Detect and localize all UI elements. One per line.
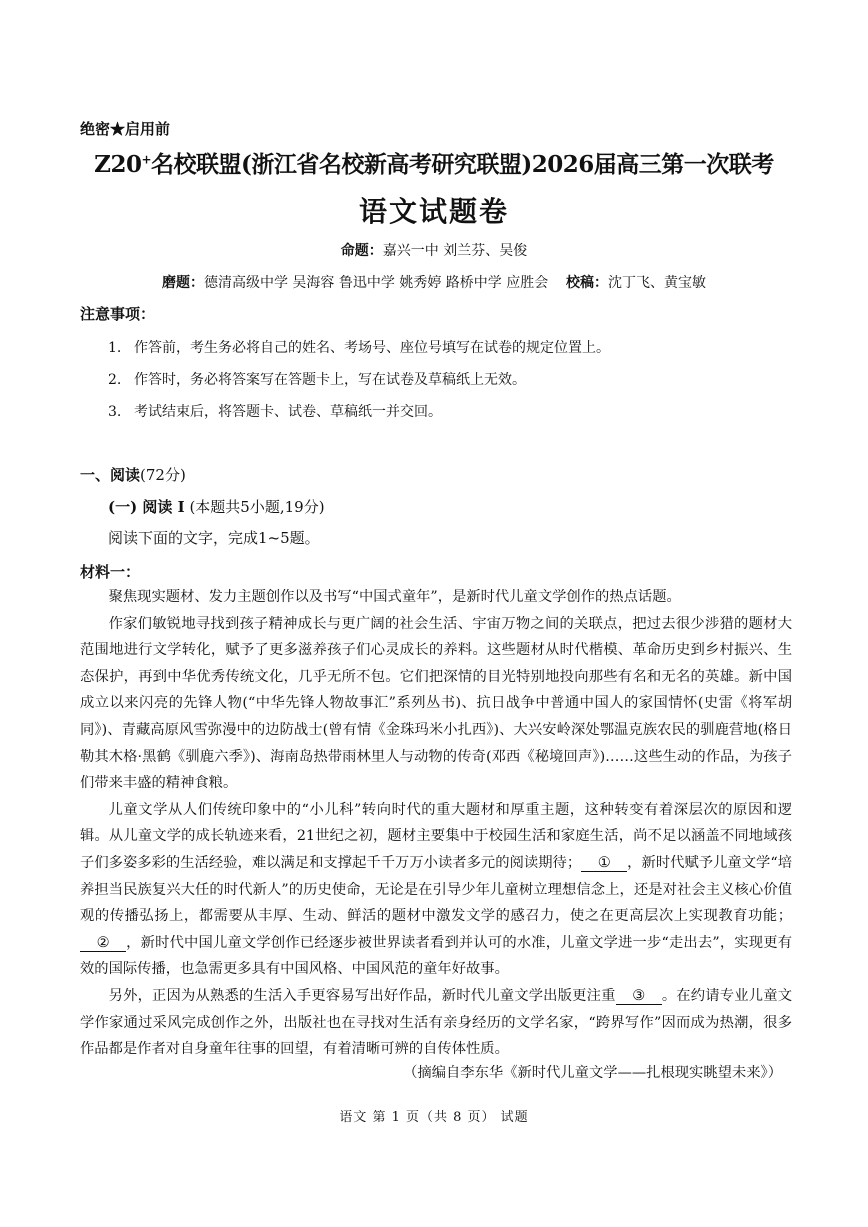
headline-superscript: +	[141, 152, 152, 167]
part-info: (本题共5小题,19分)	[189, 498, 325, 516]
passage-text: 儿童文学从人们传统印象中的“小儿科”转向时代的重大题材和厚重主题，这种转变有着深层次的原因和逻辑。从儿童文学的成长轨迹来看，21世纪之初，题材主要集中于校园生活和家庭生活，尚不足以涵盖不同地域孩子们多姿多彩的生活经验，难以满足和支撑起千千万万小读者多元的阅读期待；	[80, 801, 792, 871]
section-title: 一、阅读	[80, 466, 141, 484]
notice-text: 考试结束后，将答题卡、试卷、草稿纸一并交回。	[134, 404, 442, 420]
proof-names: 沈丁飞、黄宝敏	[608, 275, 707, 291]
answer-blank-2: ②	[80, 935, 126, 952]
reading-passage	[80, 584, 792, 1063]
passage-text: ，新时代赋予儿童文学“培养担当民族复兴大任的时代新人”的历史使命，无论是在引导少年儿童树立理想信念上，还是对社会主义核心价值观的传播弘扬上，都需要从丰厚、生动、鲜活的题材中激发文学的感召力，使之在更高层次上实现教育功能；	[80, 854, 792, 925]
confidential-label: 绝密★启用前	[80, 120, 171, 138]
part-heading	[108, 496, 325, 517]
notice-title: 注意事项：	[80, 305, 156, 323]
passage-paragraph: 聚焦现实题材、发力主题创作以及书写“中国式童年”，是新时代儿童文学创作的热点话题。	[108, 589, 681, 605]
notice-number: 3.	[108, 404, 122, 420]
review-names: 德清高级中学 吴海容 鲁迅中学 姚秀婷 路桥中学 应胜会	[203, 275, 549, 291]
passage-text: 另外，正因为从熟悉的生活入手更容易写出好作品，新时代儿童文学出版更注重	[108, 987, 616, 1004]
notice-item	[108, 369, 526, 389]
exam-headline	[0, 146, 868, 179]
notice-item	[108, 337, 610, 357]
part-label: (一) 阅读 I	[108, 498, 185, 516]
reading-instruction: 阅读下面的文字，完成1~5题。	[108, 529, 320, 547]
notice-item	[108, 401, 442, 421]
proof-label: 校稿：	[566, 275, 609, 291]
passage-paragraph	[80, 983, 792, 1063]
setter-names: 嘉兴一中 刘兰芬、吴俊	[382, 243, 528, 259]
review-label: 磨题：	[161, 275, 204, 291]
notice-text: 作答时，务必将答案写在答题卡上，写在试卷及草稿纸上无效。	[134, 372, 526, 388]
passage-paragraph: 作家们敏锐地寻找到孩子精神成长与更广阔的社会生活、宇宙万物之间的关联点，把过去很少涉猎的题材大范围地进行文学转化，赋予了更多滋养孩子们心灵成长的养料。这些题材从时代楷模、革命历史到乡村振兴、生态保护，再到中华优秀传统文化，几乎无所不包。它们把深情的目光特别地投向那些有名和无名的英雄。新中国成立以来闪亮的先锋人物(“中华先锋人物故事汇”系列丛书)、抗日战争中普通中国人的家国情怀(史雷《将军胡同》)、青藏高原风雪弥漫中的边防战士(曾有情《金珠玛米小扎西》)、大兴安岭深处鄂温克族农民的驯鹿营地(格日勒其木格·黑鹤《驯鹿六季》)、海南岛热带雨林里人与动物的传奇(邓西《秘境回声》)……这些生动的作品，为孩子们带来丰盛的精神食粮。	[80, 615, 792, 792]
notice-number: 1.	[108, 340, 122, 356]
notice-number: 2.	[108, 372, 122, 388]
answer-blank-3: ③	[616, 988, 662, 1005]
passage-text: 。在约请专业儿童文学作家通过采风完成创作之外，出版社也在寻找对生活有亲身经历的文学名家，“跨界写作”因而成为热潮，很多作品都是作者对自身童年往事的回望，有着清晰可辨的自传体性质。	[80, 987, 793, 1058]
subject-title: 语文试题卷	[358, 195, 509, 228]
setter-line	[0, 240, 868, 260]
answer-blank-1: ①	[581, 855, 627, 872]
passage-text: ，新时代中国儿童文学创作已经逐步被世界读者看到并认可的水准，儿童文学进一步“走出去”，实现更有效的国际传播，也急需更多具有中国风格、中国风范的童年好故事。	[80, 934, 792, 978]
section-heading	[80, 464, 186, 485]
headline-prefix: Z20	[94, 151, 142, 178]
reviewer-line	[0, 272, 868, 292]
passage-paragraph	[80, 797, 792, 983]
headline-rest: 名校联盟(浙江省名校新高考研究联盟)2026届高三第一次联考	[151, 151, 774, 178]
setter-label: 命题：	[340, 243, 383, 259]
section-score: (72分)	[140, 466, 186, 484]
source-citation: （摘编自李东华《新时代儿童文学——扎根现实眺望未来》）	[403, 1065, 782, 1081]
notice-text: 作答前，考生务必将自己的姓名、考场号、座位号填写在试卷的规定位置上。	[134, 340, 610, 356]
page-footer: 语文 第 1 页（共 8 页） 试题	[339, 1110, 529, 1125]
material-label: 材料一：	[80, 563, 141, 581]
